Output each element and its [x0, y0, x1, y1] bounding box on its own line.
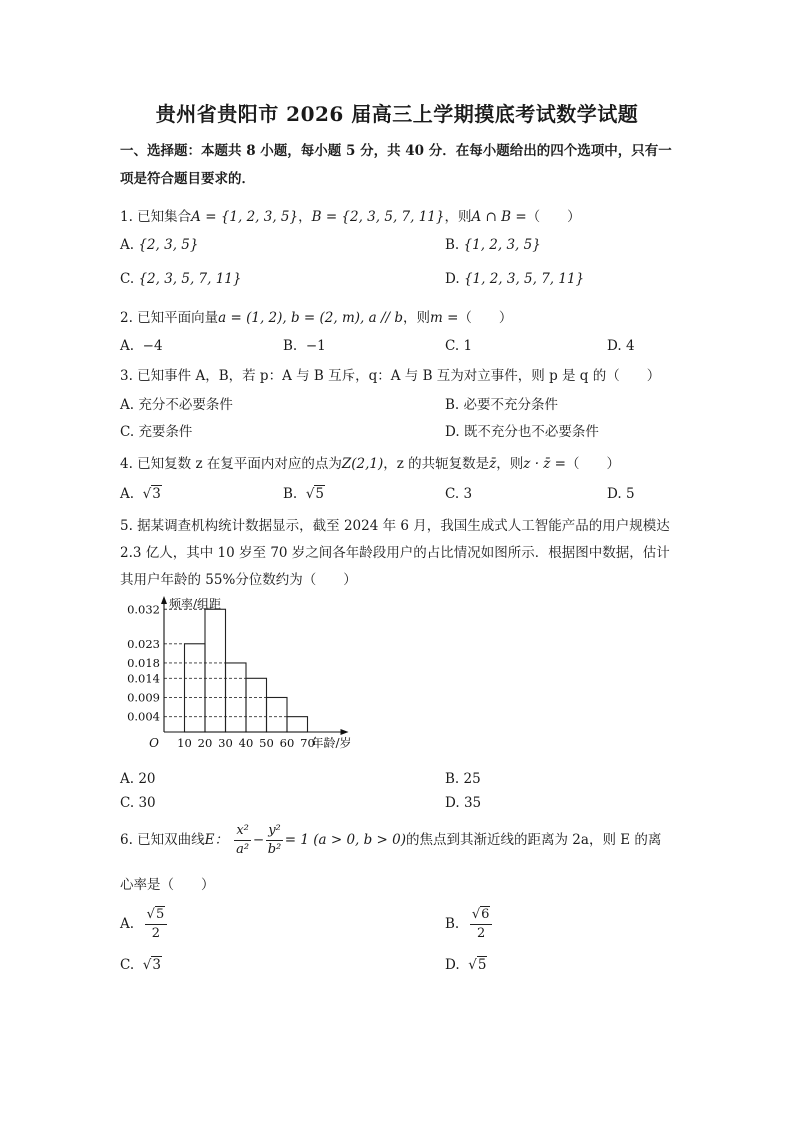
option-text: {1, 2, 3, 5, 7, 11} [463, 271, 585, 287]
q6-curve-name: E： [204, 832, 229, 848]
q2-text-pre: 2. 已知平面向量 [120, 310, 219, 326]
x-tick-label: 70 [300, 736, 315, 750]
q4-text-post: ，则 [496, 456, 524, 472]
y-axis-arrow-icon [161, 596, 167, 604]
option-label: C. [120, 795, 135, 811]
option-text: 4 [625, 338, 635, 354]
q3-option-c [120, 420, 192, 440]
option-text: 1 [463, 338, 473, 354]
option-label: D. [607, 338, 622, 354]
q6-option-b-fraction [470, 906, 493, 943]
radicand: 3 [152, 957, 161, 973]
y-tick-label: 0.004 [127, 709, 160, 724]
q4-option-c [445, 486, 472, 502]
q1-set-b: B = {2, 3, 5, 7, 11} [311, 209, 445, 225]
option-label: B. [283, 338, 298, 354]
option-text: 充要条件 [138, 424, 193, 440]
option-label: A. [120, 397, 135, 413]
q1-option-c [120, 271, 241, 287]
q6-minus: − [252, 832, 265, 848]
option-label: C. [445, 338, 460, 354]
origin-label: O [149, 736, 159, 750]
x-tick-label: 50 [259, 736, 274, 750]
x-tick-label: 60 [279, 736, 295, 750]
q3-option-b [445, 393, 558, 413]
q5-option-d [445, 795, 481, 811]
option-text: 35 [463, 795, 482, 811]
question-5-line1: 5. 据某调查机构统计数据显示，截至 2024 年 6 月，我国生成式人工智能产品的用户规模达 [120, 518, 670, 534]
q3-option-d [445, 420, 599, 440]
question-4 [120, 452, 620, 472]
q6-option-d [445, 957, 487, 973]
frac-denominator: 2 [476, 926, 486, 941]
option-label: A. [120, 237, 135, 253]
option-label: D. [607, 486, 622, 502]
option-label: A. [120, 338, 135, 354]
q4-text-mid: ，z 的共轭复数是 [383, 456, 490, 472]
option-label: D. [445, 271, 460, 287]
q1-blank: （ ） [526, 209, 581, 225]
frac-numerator: x² [234, 822, 251, 841]
radicand: 3 [152, 486, 161, 502]
age-histogram-chart [115, 592, 380, 764]
sqrt-icon: √5 [146, 907, 165, 922]
histogram-bar [246, 678, 267, 732]
q1-set-a: A = {1, 2, 3, 5} [191, 209, 299, 225]
radicand: 5 [155, 907, 165, 922]
q4-point: Z(2,1) [341, 456, 384, 472]
option-label: C. [120, 271, 135, 287]
q1-text-pre: 1. 已知集合 [120, 209, 192, 225]
option-label: A. [120, 916, 135, 932]
q6-text-post: 的焦点到其渐近线的距离为 2a，则 E 的离 [406, 832, 662, 848]
question-1: 1. 已知集合A = {1, 2, 3, 5}，B = {2, 3, 5, 7, 11}，则A ∩ B =（ ） [120, 209, 581, 225]
radicand: 5 [315, 486, 325, 502]
y-axis-title: 频率/组距 [169, 597, 222, 611]
histogram-bar [267, 697, 288, 732]
option-text: 必要不充分条件 [463, 397, 559, 413]
frac-numerator: y² [266, 822, 283, 841]
page-title: 贵州省贵阳市 2026 届高三上学期摸底考试数学试题 [155, 102, 639, 126]
q2-blank: （ ） [458, 310, 513, 326]
option-text: 既不充分也不必要条件 [463, 424, 599, 440]
q4-text-pre: 4. 已知复数 z 在复平面内对应的点为 [120, 456, 342, 472]
histogram-bar [205, 609, 226, 732]
x-tick-label: 10 [177, 736, 192, 750]
sqrt-icon: √5 [468, 957, 487, 973]
q2-option-d [607, 338, 635, 354]
option-label: B. [445, 397, 460, 413]
q4-conj: z̄ [489, 456, 497, 472]
option-label: D. [445, 795, 460, 811]
option-label: B. [445, 916, 460, 932]
question-5-line2: 2.3 亿人，其中 10 岁至 70 岁之间各年龄段用户的占比情况如图所示．根据图中数据，估计 [120, 545, 670, 561]
option-label: B. [445, 771, 460, 787]
option-label: B. [283, 486, 298, 502]
sqrt-icon: √3 [142, 957, 161, 973]
q1-option-d [445, 271, 584, 287]
question-2 [120, 306, 512, 326]
radicand: 6 [481, 907, 490, 922]
option-text: {2, 3, 5} [138, 237, 199, 253]
q2-expr: a = (1, 2), b = (2, m), a // b [218, 310, 403, 326]
option-text: 5 [625, 486, 635, 502]
q6-frac-x [234, 822, 251, 859]
q5-option-c [120, 795, 156, 811]
option-text: 25 [463, 771, 481, 787]
q2-option-a [120, 338, 163, 354]
option-text: 3 [463, 486, 473, 502]
question-6 [120, 822, 661, 859]
x-tick-label: 40 [238, 736, 254, 750]
question-6-line2: 心率是（ ） [120, 877, 215, 893]
histogram-bar [185, 644, 206, 732]
q6-option-c [120, 957, 162, 973]
q6-option-a [120, 906, 169, 943]
sqrt-icon: √3 [142, 486, 161, 502]
option-label: B. [445, 237, 460, 253]
y-tick-label: 0.014 [127, 671, 160, 686]
option-text: 20 [138, 771, 156, 787]
section-1-instruction-line1: 一、选择题：本题共 8 小题，每小题 5 分，共 40 分．在每小题给出的四个选项中，只有一 [120, 143, 672, 159]
q5-option-b [445, 771, 481, 787]
option-label: C. [120, 957, 135, 973]
question-3: 3. 已知事件 A，B，若 p：A 与 B 互斥，q：A 与 B 互为对立事件，则 p 是 q 的（ ） [120, 368, 661, 384]
x-axis-arrow-icon [341, 729, 349, 735]
q2-text-post: ，则 [403, 310, 430, 326]
option-text: 30 [138, 795, 156, 811]
option-text: −1 [305, 338, 326, 354]
q6-option-a-fraction [145, 906, 168, 943]
option-label: A. [120, 486, 135, 502]
option-text: {2, 3, 5, 7, 11} [138, 271, 242, 287]
option-label: C. [120, 424, 135, 440]
section-1-instruction-line2: 项是符合题目要求的． [120, 171, 255, 187]
option-text: 充分不必要条件 [138, 397, 233, 413]
q1-text-post: ，则 [444, 209, 472, 225]
option-label: C. [445, 486, 460, 502]
option-label: D. [445, 957, 460, 973]
radicand: 5 [477, 957, 487, 973]
sqrt-icon: √5 [305, 486, 325, 502]
q1-option-b [445, 237, 541, 253]
frac-denominator: a² [236, 842, 250, 857]
q4-expr: z · z̄ = [523, 456, 566, 472]
q4-blank: （ ） [566, 456, 620, 472]
frac-denominator: 2 [151, 926, 161, 941]
q2-var: m = [430, 310, 459, 326]
q2-option-c [445, 338, 472, 354]
q4-option-d [607, 486, 635, 502]
y-tick-label: 0.009 [127, 690, 160, 705]
y-tick-label: 0.018 [127, 655, 160, 670]
histogram-bar [287, 717, 308, 732]
question-5-line3: 其用户年龄的 55%分位数约为（ ） [120, 572, 357, 588]
x-tick-label: 30 [218, 736, 233, 750]
q3-option-a [120, 393, 233, 413]
q6-frac-y [266, 822, 283, 859]
q1-option-a [120, 237, 198, 253]
option-text: {1, 2, 3, 5} [463, 237, 541, 253]
q6-text-pre: 6. 已知双曲线 [120, 832, 205, 848]
q5-option-a [120, 771, 156, 787]
option-label: D. [445, 424, 460, 440]
frac-denominator: b² [267, 842, 282, 857]
option-text: −4 [142, 338, 163, 354]
q1-expr: A ∩ B = [471, 209, 527, 225]
q4-option-b [283, 486, 325, 502]
option-label: A. [120, 771, 135, 787]
q4-option-a [120, 486, 162, 502]
x-tick-label: 20 [197, 736, 213, 750]
sqrt-icon: √6 [471, 907, 490, 922]
x-axis-title: 年龄/岁 [311, 736, 352, 750]
y-tick-label: 0.032 [127, 602, 160, 617]
q2-option-b [283, 338, 326, 354]
q6-equation: = 1 (a > 0, b > 0) [284, 832, 407, 848]
q6-option-b [445, 906, 494, 943]
y-tick-label: 0.023 [127, 636, 160, 651]
